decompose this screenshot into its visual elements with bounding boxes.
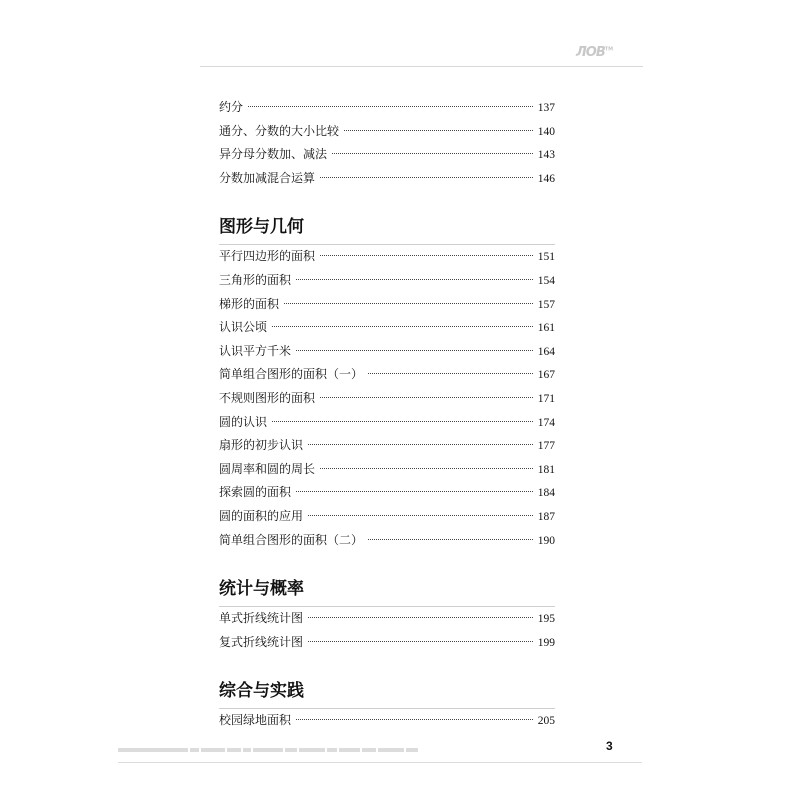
toc-entry-page: 190 <box>537 534 555 547</box>
toc-entry-page: 143 <box>537 149 555 162</box>
toc-entry-title: 梯形的面积 <box>219 296 280 311</box>
toc-entry[interactable] <box>219 481 555 505</box>
toc-entry-title: 不规则图形的面积 <box>219 390 316 405</box>
toc-entry[interactable] <box>219 529 555 553</box>
toc-entry[interactable] <box>219 387 555 411</box>
toc-entry-title: 分数加减混合运算 <box>219 170 316 185</box>
dot-leader <box>272 421 533 422</box>
toc-entry-title: 复式折线统计图 <box>219 634 304 649</box>
toc-entry[interactable] <box>219 411 555 435</box>
dot-leader <box>308 515 533 516</box>
dot-leader <box>296 719 533 720</box>
toc-entry[interactable] <box>219 458 555 482</box>
dot-leader <box>308 617 533 618</box>
section-heading: 图形与几何 <box>219 212 555 245</box>
toc-entry[interactable] <box>219 293 555 317</box>
toc-entry-title: 圆的认识 <box>219 414 268 429</box>
toc-entry-title: 扇形的初步认识 <box>219 438 304 453</box>
footer-rule <box>118 762 642 763</box>
dot-leader <box>308 444 533 445</box>
publisher-logo <box>576 45 613 60</box>
toc-entry-page: 187 <box>537 510 555 523</box>
toc-entry-page: 205 <box>537 715 555 728</box>
toc-entry-page: 154 <box>537 274 555 287</box>
toc-entry-page: 195 <box>537 613 555 626</box>
toc-entry-page: 140 <box>537 125 555 138</box>
toc-entry-page: 157 <box>537 298 555 311</box>
dot-leader <box>248 106 533 107</box>
toc-entry[interactable] <box>219 340 555 364</box>
dot-leader <box>308 641 533 642</box>
toc-entry-title: 异分母分数加、减法 <box>219 147 328 162</box>
section-heading: 综合与实践 <box>219 676 555 709</box>
toc-entry-page: 164 <box>537 345 555 358</box>
toc-entry-page: 137 <box>537 102 555 114</box>
toc-entry-title: 平行四边形的面积 <box>219 249 316 264</box>
toc-entry[interactable] <box>219 505 555 529</box>
toc-entry-page: 199 <box>537 636 555 649</box>
toc-entry[interactable] <box>219 316 555 340</box>
dot-leader <box>296 350 533 351</box>
toc-entry-title: 校园绿地面积 <box>219 713 292 728</box>
toc-entry-title: 圆周率和圆的周长 <box>219 461 316 476</box>
dot-leader <box>320 255 533 256</box>
toc-entry-page: 171 <box>537 392 555 405</box>
section-heading: 统计与概率 <box>219 574 555 607</box>
toc-entry-title: 通分、分数的大小比较 <box>219 123 340 138</box>
dot-leader <box>368 539 533 540</box>
toc-entry-page: 161 <box>537 322 555 335</box>
dot-leader <box>320 468 533 469</box>
footer-decoration <box>118 748 418 752</box>
toc-entry[interactable] <box>219 167 555 191</box>
toc-entry-title: 探索圆的面积 <box>219 485 292 500</box>
toc-entry-page: 146 <box>537 172 555 185</box>
page-number: 3 <box>606 739 613 753</box>
toc-entry[interactable] <box>219 96 555 120</box>
toc-entry[interactable] <box>219 607 555 631</box>
dot-leader <box>284 303 533 304</box>
dot-leader <box>332 153 533 154</box>
header-rule <box>200 66 643 67</box>
toc-entry[interactable] <box>219 363 555 387</box>
toc-entry-title: 圆的面积的应用 <box>219 508 304 523</box>
toc-entry[interactable] <box>219 434 555 458</box>
toc-entry-page: 151 <box>537 251 555 264</box>
logo-mark: TM <box>604 46 614 53</box>
toc-entry[interactable] <box>219 269 555 293</box>
toc-entry-title: 认识平方千米 <box>219 343 292 358</box>
toc-entry-page: 184 <box>537 487 555 500</box>
dot-leader <box>320 397 533 398</box>
toc-entry-page: 174 <box>537 416 555 429</box>
toc-entry-title: 简单组合图形的面积（二） <box>219 532 364 547</box>
dot-leader <box>296 279 533 280</box>
toc-entry-title: 三角形的面积 <box>219 272 292 287</box>
toc-entry-page: 181 <box>537 463 555 476</box>
toc-entry[interactable] <box>219 120 555 144</box>
dot-leader <box>320 177 533 178</box>
dot-leader <box>272 326 533 327</box>
toc-entry[interactable] <box>219 709 555 733</box>
toc-entry-title: 简单组合图形的面积（一） <box>219 367 364 382</box>
toc-entry-title: 认识公顷 <box>219 320 268 335</box>
toc-entry[interactable] <box>219 631 555 655</box>
table-of-contents <box>219 96 555 733</box>
toc-entry-page: 177 <box>537 440 555 453</box>
dot-leader <box>368 373 533 374</box>
toc-entry-page: 167 <box>537 369 555 382</box>
toc-entry-title: 单式折线统计图 <box>219 611 304 626</box>
logo-text: ЛОВ <box>576 45 605 60</box>
toc-entry-title: 约分 <box>219 100 244 114</box>
dot-leader <box>344 130 533 131</box>
toc-entry[interactable] <box>219 143 555 167</box>
dot-leader <box>296 491 533 492</box>
toc-entry[interactable] <box>219 245 555 269</box>
